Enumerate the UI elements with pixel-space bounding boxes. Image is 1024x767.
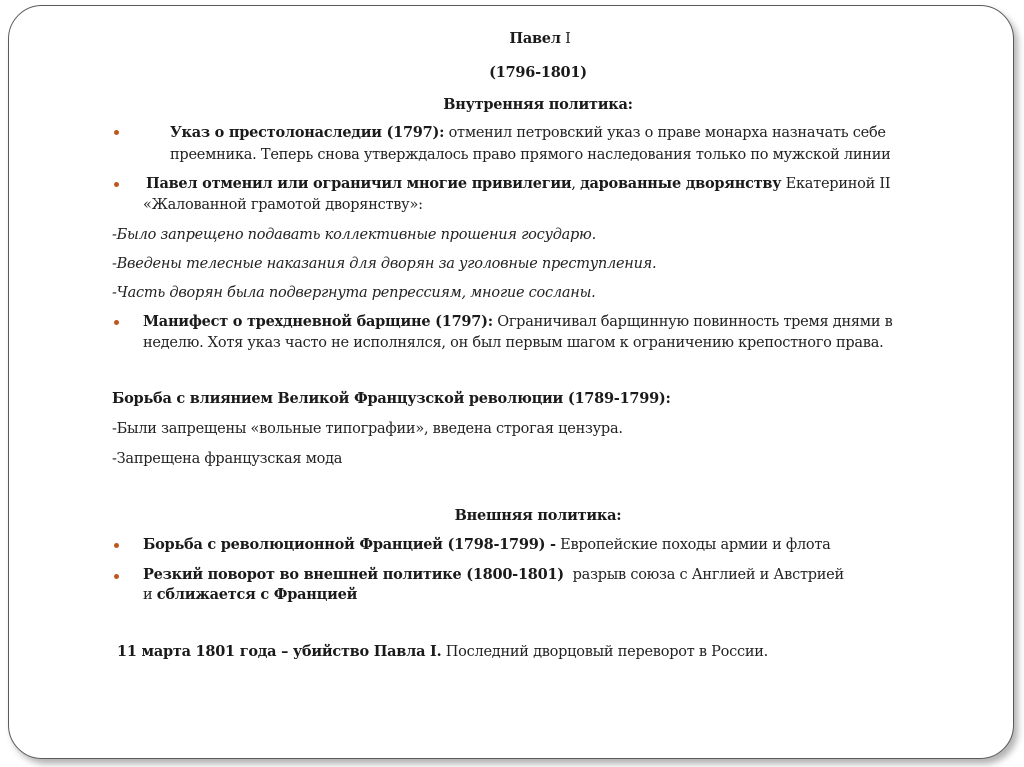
- bullet-foreign-2: [114, 574, 119, 579]
- revolution-line-2: -Запрещена французская мода: [112, 451, 343, 467]
- ending-line: 11 марта 1801 года – убийство Павла I. Последний дворцовый переворот в России.: [117, 643, 769, 660]
- bullet-manifest: [114, 320, 119, 325]
- restriction-line-3: -Часть дворян была подвергнута репрессиям, многие сосланы.: [112, 285, 596, 301]
- manifest-line-2: неделю. Хотя указ часто не исполнялся, он был первым шагом к ограничению крепостного права.: [143, 335, 884, 351]
- decree-line-1: Указ о престолонаследии (1797): отменил петровский указ о праве монарха назначать себе: [170, 124, 886, 141]
- restriction-line-2: -Введены телесные наказания для дворян за уголовные преступления.: [112, 256, 657, 272]
- foreign-heading: Внешняя политика:: [454, 507, 622, 524]
- bullet-decree: [114, 130, 119, 135]
- domestic-heading: Внутренняя политика:: [443, 96, 633, 113]
- restriction-line-1: -Было запрещено подавать коллективные прошения государю.: [112, 227, 596, 243]
- page-title: [0, 28, 1024, 50]
- foreign-item-1: Борьба с революционной Францией (1798-1799) - Европейские походы армии и флота: [143, 536, 831, 553]
- bullet-privileges: [114, 182, 119, 187]
- privileges-line-1: Павел отменил или ограничил многие привилегии, дарованные дворянству Екатериной II: [146, 175, 891, 192]
- revolution-line-1: -Были запрещены «вольные типографии», введена строгая цензура.: [112, 421, 623, 437]
- title-name: Павел: [509, 30, 561, 47]
- privileges-line-2: «Жалованной грамотой дворянству»:: [143, 197, 423, 213]
- foreign-item-2-line-2: и сближается с Францией: [143, 586, 358, 603]
- title-numeral: I: [565, 31, 571, 47]
- decree-line-2: преемника. Теперь снова утверждалось право прямого наследования только по мужской линии: [170, 147, 891, 163]
- manifest-line-1: Манифест о трехдневной барщине (1797): Ограничивал барщинную повинность тремя днями в: [143, 313, 893, 330]
- foreign-item-2-line-1: Резкий поворот во внешней политике (1800-1801) разрыв союза с Англией и Австрией: [143, 566, 844, 583]
- revolution-heading: Борьба с влиянием Великой Французской революции (1789-1799):: [112, 390, 671, 407]
- bullet-foreign-1: [114, 543, 119, 548]
- title-years: (1796-1801): [489, 64, 587, 81]
